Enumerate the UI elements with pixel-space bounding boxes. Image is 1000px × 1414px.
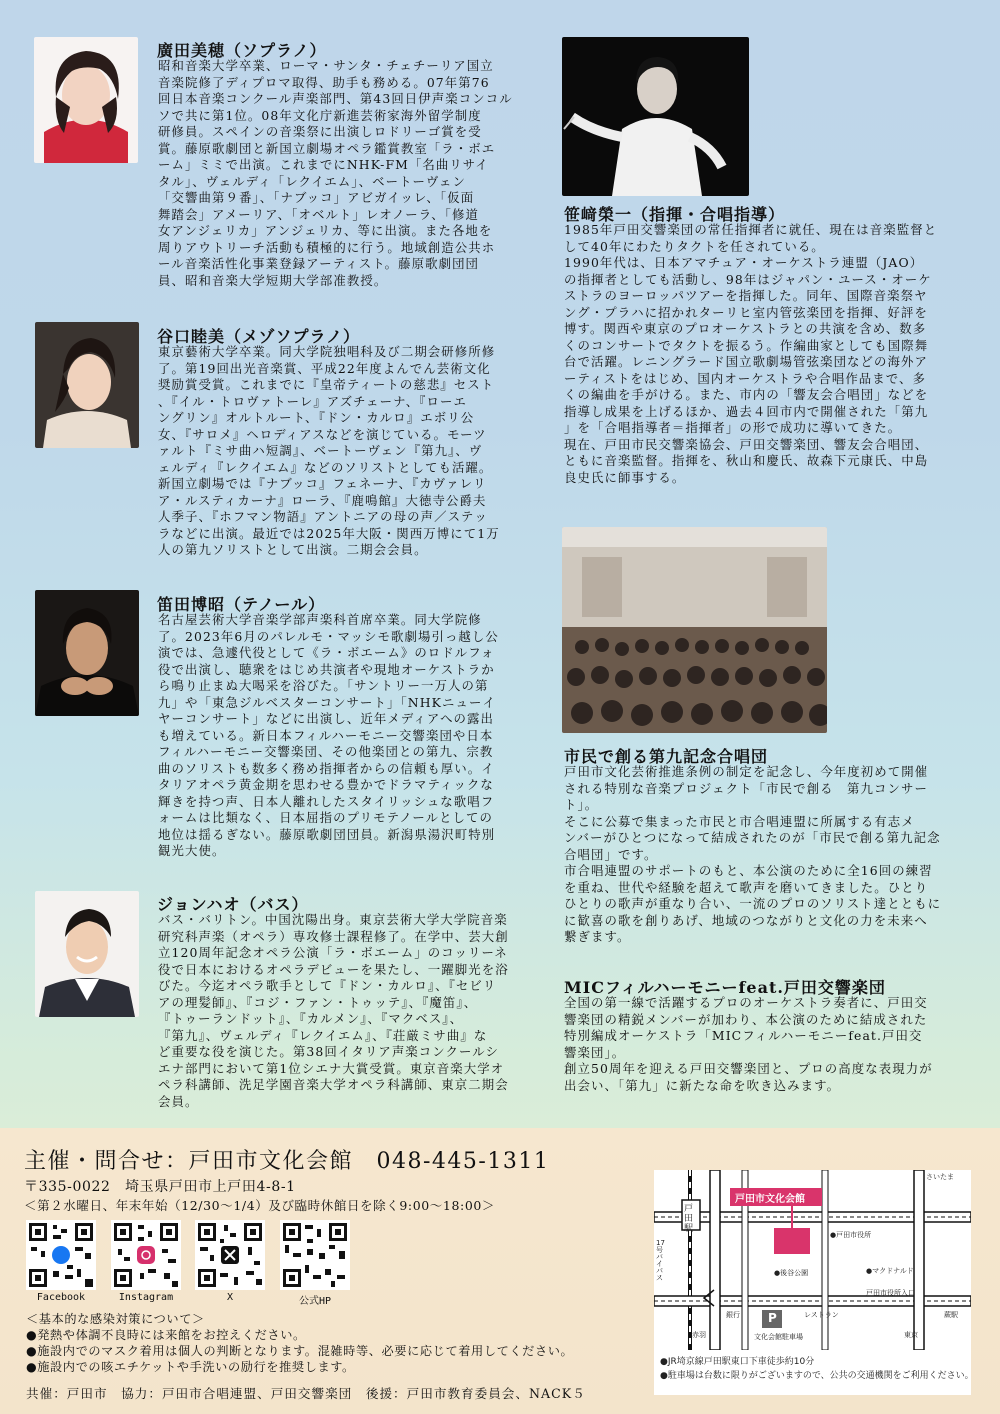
footer (0, 1128, 1000, 1414)
performer-name: 笛田博昭（テノール） (157, 595, 326, 614)
qr-label: X (226, 1292, 234, 1303)
map-label: 東京 (904, 1331, 918, 1339)
map-label: 文化会館駐車場 (754, 1333, 803, 1341)
performer-name: 廣田美穂（ソプラノ） (157, 41, 327, 60)
performer-name: ジョンハオ（バス） (157, 895, 309, 914)
performer-photo-taniguchi (35, 322, 139, 448)
choir-rehearsal-photo (562, 527, 827, 733)
infection-notes-title: ＜基本的な感染対策について＞ (26, 1312, 205, 1326)
qr-code-instagram[interactable] (111, 1220, 181, 1290)
map-label: さいたま (926, 1173, 954, 1181)
orchestra-name: MICフィルハーモニーfeat.戸田交響楽団 (564, 978, 886, 997)
map-label: レストラン (804, 1311, 839, 1319)
map-venue-label: 戸田市文化会館 (735, 1194, 805, 1205)
choir-name: 市民で創る第九記念合唱団 (564, 747, 769, 766)
address: 〒335-0022 埼玉県戸田市上戸田4-8-1 (24, 1179, 296, 1195)
performer-name: 谷口睦美（メゾソプラノ） (157, 327, 361, 346)
map-label: 17号バイパス (656, 1239, 665, 1282)
map-parking-icon: P (768, 1311, 777, 1325)
conductor-bio: 1985年戸田交響楽団の常任指揮者に就任、現在は音楽監督と して40年にわたりタクトを任されている。 1990年代は、日本アマチュア・オーケストラ連盟（JAO） の指揮者としても活動し、98年はジャパン・ユース・オーケ ストラのヨーロッパツアーを指揮した。同年、国際音楽祭ヤ ング・プラハに招かれターリヒ室内管弦楽団を指揮、好評を 博す。関西や東京のプロオーケストラとの共演を含め、数多 くのコンサートでタクトを振るう。作編曲家としても国際舞 台で活躍。レニングラード国立歌劇場管弦楽団などの海外ア ーティストをはじめ、国内オーケストラや合唱作品まで、多 くの編曲を手がける。また、市内の「響友会合唱団」などを 指導し成果を上げるほか、過去４回市内で開催された「第九 」を「合唱指導者＝指揮者」の形で成功に導いてきた。 現在、戸田市民交響楽協会、戸田交響楽団、響友会合唱団、 ともに音楽監督。指揮を、秋山和慶氏、故森下元康氏、中島 良史氏に師事する。 (564, 222, 938, 485)
contact-line: 主催・問合せ：戸田市文化会館 048-445-1311 (24, 1149, 550, 1174)
opening-hours: ＜第２水曜日、年末年始（12/30〜1/4）及び臨時休館日を除く9:00〜18:00＞ (24, 1198, 496, 1213)
qr-code-facebook[interactable] (26, 1220, 96, 1290)
qr-label: Instagram (118, 1292, 174, 1303)
choir-description: 戸田市文化芸術推進条例の制定を記念し、今年度初めて開催 される特別な音楽プロジェクト「市民で創る 第九コンサー ト」。 そこに公募で集まった市民と市合唱連盟に所属する有志メ ンバーがひとつになって結成されたのが「市民で創る第九記念 合唱団」です。 市合唱連盟のサポートのもと、本公演のために全16回の練習 を重ね、世代や経験を超えて歌声を磨いてきました。ひとり ひとりの歌声が重なり合い、一流のプロのソリスト達とともに に歓喜の歌を創りあげ、地域のつながりと文化の力を未来へ 繋ぎます。 (564, 764, 942, 944)
qr-code-x[interactable] (195, 1220, 265, 1290)
qr-label: 公式HP (298, 1296, 332, 1307)
performer-bio: 名古屋芸術大学音楽学部声楽科首席卒業。同大学院修 了。2023年6月のパレルモ・マッシモ歌劇場引っ越し公 演では、急遽代役として《ラ・ボエーム》のロドルフォ 役で出演し、聴衆をはじめ共演者や現地オーケストラか ら鳴り止まぬ大喝采を浴びた。「サントリー一万人の第 九」や「東急ジルベスターコンサート」「NHKニューイ ヤーコンサート」などに出演し、近年メディアへの露出 も増えている。新日本フィルハーモニー交響楽団や日本 フィルハーモニー交響楽団、その他楽団との第九、宗教 曲のソリストも数多く務め指揮者からの信頼も厚い。イ タリアオペラ黄金期を思わせる豊かでドラマティックな 輝きを持つ声、日本人離れしたスタイリッシュな歌唱フ ォームは比類なく、日本屈指のプリモテノールとしての 地位は揺るぎない。藤原歌劇団団員。新潟県湯沢町特別 観光大使。 (158, 612, 499, 858)
conductor-photo (562, 37, 749, 196)
infection-note: ●発熱や体調不良時には来館をお控えください。 (26, 1328, 306, 1342)
performer-photo-hirota (34, 37, 138, 163)
performer-bio: 東京藝術大学卒業。同大学院独唱科及び二期会研修所修 了。第19回出光音楽賞、平成22年度よんでん芸術文化 奨励賞受賞。これまでに『皇帝ティートの慈悲』セスト 、『イル・トロヴァトーレ』アズチェーナ、『ローエ ングリン』オルトルート、『ドン・カルロ』エボリ公 女、『サロメ』ヘロディアスなどを演じている。モーツ ァルト『ミサ曲ハ短調』、ベートーヴェン『第九』、ヴ ェルディ『レクイエム』などのソリストとしても活躍。 新国立劇場では『ナブッコ』フェネーナ、『カヴァレリ ア・ルスティカーナ』ローラ、『鹿鳴館』大徳寺公爵夫 人季子、『ホフマン物語』アントニアの母の声／ステッ ラなどに出演。最近では2025年大阪・関西万博にて1万 人の第九ソリストとして出演。二期会会員。 (158, 344, 500, 557)
map-note: ●JR埼京線戸田駅東口下車徒歩約10分 (660, 1357, 815, 1367)
performer-photo-john-hao (35, 891, 139, 1017)
infection-note: ●施設内での咳エチケットや手洗いの励行を推奨します。 (26, 1360, 355, 1374)
map-note: ●駐車場は台数に限りがございますので、公共の交通機関をご利用ください。 (660, 1371, 974, 1381)
orchestra-description: 全国の第一線で活躍するプロのオーケストラ奏者に、戸田交 響楽団の精鋭メンバーが加わり、本公演のために結成された 特別編成オーケストラ「MICフィルハーモニーfeat.戸田交 響楽団」。 創立50周年を迎える戸田交響楽団と、プロの高度な表現力が 出会い、「第九」に新たな命を吹き込みます。 (564, 995, 933, 1093)
map-label: ●マクドナルド (866, 1267, 914, 1275)
map-label: 赤羽 (692, 1331, 706, 1339)
performer-bio: 昭和音楽大学卒業、ローマ・サンタ・チェチーリア国立 音楽院修了ディプロマ取得、助手も務める。07年第76 回日本音楽コンクール声楽部門、第43回日伊声楽コンコル ソで共に第1位。08年文化庁新進芸術家海外留学制度 研修員。スペインの音楽祭に出演しロドリーゴ賞を受 賞。藤原歌劇団と新国立劇場オペラ鑑賞教室「ラ・ボエ ーム」ミミで出演。これまでにNHK-FM「名曲リサイ タル」、ヴェルディ「レクイエム」、ベートーヴェン 「交響曲第９番」、「ナブッコ」アビガイッレ、「仮面 舞踏会」アメーリア、「オベルト」レオノーラ、「修道 女アンジェリカ」アンジェリカ、等に出演。また各地を 周りアウトリーチ活動も積極的に行う。地域創造公共ホ ール音楽活性化事業登録アーティスト。藤原歌劇団団 員、昭和音楽大学短期大学部准教授。 (158, 58, 513, 288)
access-map (654, 1170, 974, 1395)
infection-note: ●施設内でのマスク着用は個人の判断となります。混雑時等、必要に応じて着用してください。 (26, 1344, 574, 1358)
map-station-label: 戸田駅 (684, 1204, 694, 1234)
map-label: 蕨駅 (944, 1311, 958, 1319)
map-label: ●後谷公園 (774, 1269, 809, 1277)
conductor-name: 笹﨑榮一（指揮・合唱指導） (564, 205, 786, 224)
qr-label: Facebook (36, 1292, 86, 1303)
map-drawing (654, 1170, 971, 1350)
performer-photo-fueda (35, 590, 139, 716)
qr-code-official-site[interactable] (280, 1220, 350, 1290)
sponsors-line: 共催：戸田市 協力：戸田市合唱連盟、戸田交響楽団 後援：戸田市教育委員会、NACK５ (26, 1386, 586, 1401)
map-label: 戸田市役所入口 (866, 1289, 915, 1297)
map-label: ●戸田市役所 (830, 1231, 872, 1239)
performer-bio: バス・バリトン。中国沈陽出身。東京芸術大学大学院音楽 研究科声楽（オペラ）専攻修士課程修了。在学中、芸大創 立120周年記念オペラ公演「ラ・ボエーム」のコッリーネ 役で日本におけるオペラデビューを果たし、一躍脚光を浴 びた。今迄オペラ歌手として『ドン・カルロ』、『セビリ アの理髪師』、『コジ・ファン・トゥッテ』、『魔笛』、 『トゥーランドット』、『カルメン』、『マクベス』、 『第九』、ヴェルディ『レクイエム』、『荘厳ミサ曲』な ど重要な役を演じた。第38回イタリア声楽コンクールシ エナ部門において第1位シエナ大賞受賞。東京音楽大学オ ペラ科講師、洗足学園音楽大学オペラ科講師、東京二期会 会員。 (158, 912, 509, 1109)
map-label: 銀行 (726, 1311, 740, 1319)
